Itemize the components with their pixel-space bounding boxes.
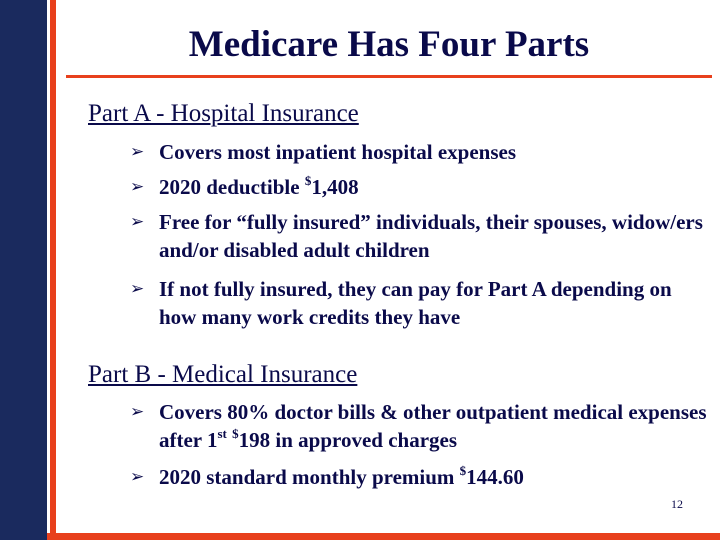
bullet-text-end: 198 in approved charges [238, 428, 458, 452]
page-number: 12 [671, 497, 683, 511]
left-navy-bar [0, 0, 47, 540]
premium-amount: 144.60 [466, 465, 524, 489]
bullet-text [159, 398, 710, 454]
arrow-bullet-icon: ➢ [130, 279, 145, 299]
currency-symbol: $ [304, 173, 312, 188]
premium-label: 2020 standard monthly premium [159, 465, 460, 489]
bullet-text [159, 173, 710, 201]
arrow-bullet-icon: ➢ [130, 402, 145, 422]
part-a-bullet-1 [130, 138, 710, 166]
bullet-text [159, 463, 710, 491]
bullet-text: Covers most inpatient hospital expenses [159, 140, 517, 164]
slide-title: Medicare Has Four Parts [188, 24, 590, 65]
deductible-label: 2020 deductible [159, 175, 305, 199]
part-a-bullet-3 [130, 208, 710, 264]
arrow-bullet-icon: ➢ [130, 467, 145, 487]
part-a-bullet-4 [130, 275, 710, 331]
currency-symbol: $ [232, 426, 239, 441]
part-a-bullet-2 [130, 173, 710, 201]
arrow-bullet-icon: ➢ [130, 142, 145, 162]
title-underline-rule [66, 75, 712, 78]
deductible-amount: 1,408 [311, 175, 359, 199]
arrow-bullet-icon: ➢ [130, 212, 145, 232]
part-b-bullet-1 [130, 398, 710, 454]
bullet-text: If not fully insured, they can pay for Part A depending on how many work credits they have [159, 277, 672, 329]
bottom-orange-rule [47, 533, 720, 540]
arrow-bullet-icon: ➢ [130, 177, 145, 197]
currency-symbol: $ [459, 463, 467, 478]
part-a-heading: Part A - Hospital Insurance [88, 100, 359, 127]
part-b-heading: Part B - Medical Insurance [88, 361, 358, 388]
ordinal-suffix: st [217, 426, 227, 441]
bullet-text: Free for “fully insured” individuals, their spouses, widow/ers and/or disabled adult children [159, 210, 703, 262]
left-orange-stripe [50, 0, 56, 540]
part-b-bullet-2 [130, 463, 710, 491]
bullet-text-start: Covers 80% doctor bills & other outpatient medical expenses after 1 [159, 400, 707, 452]
